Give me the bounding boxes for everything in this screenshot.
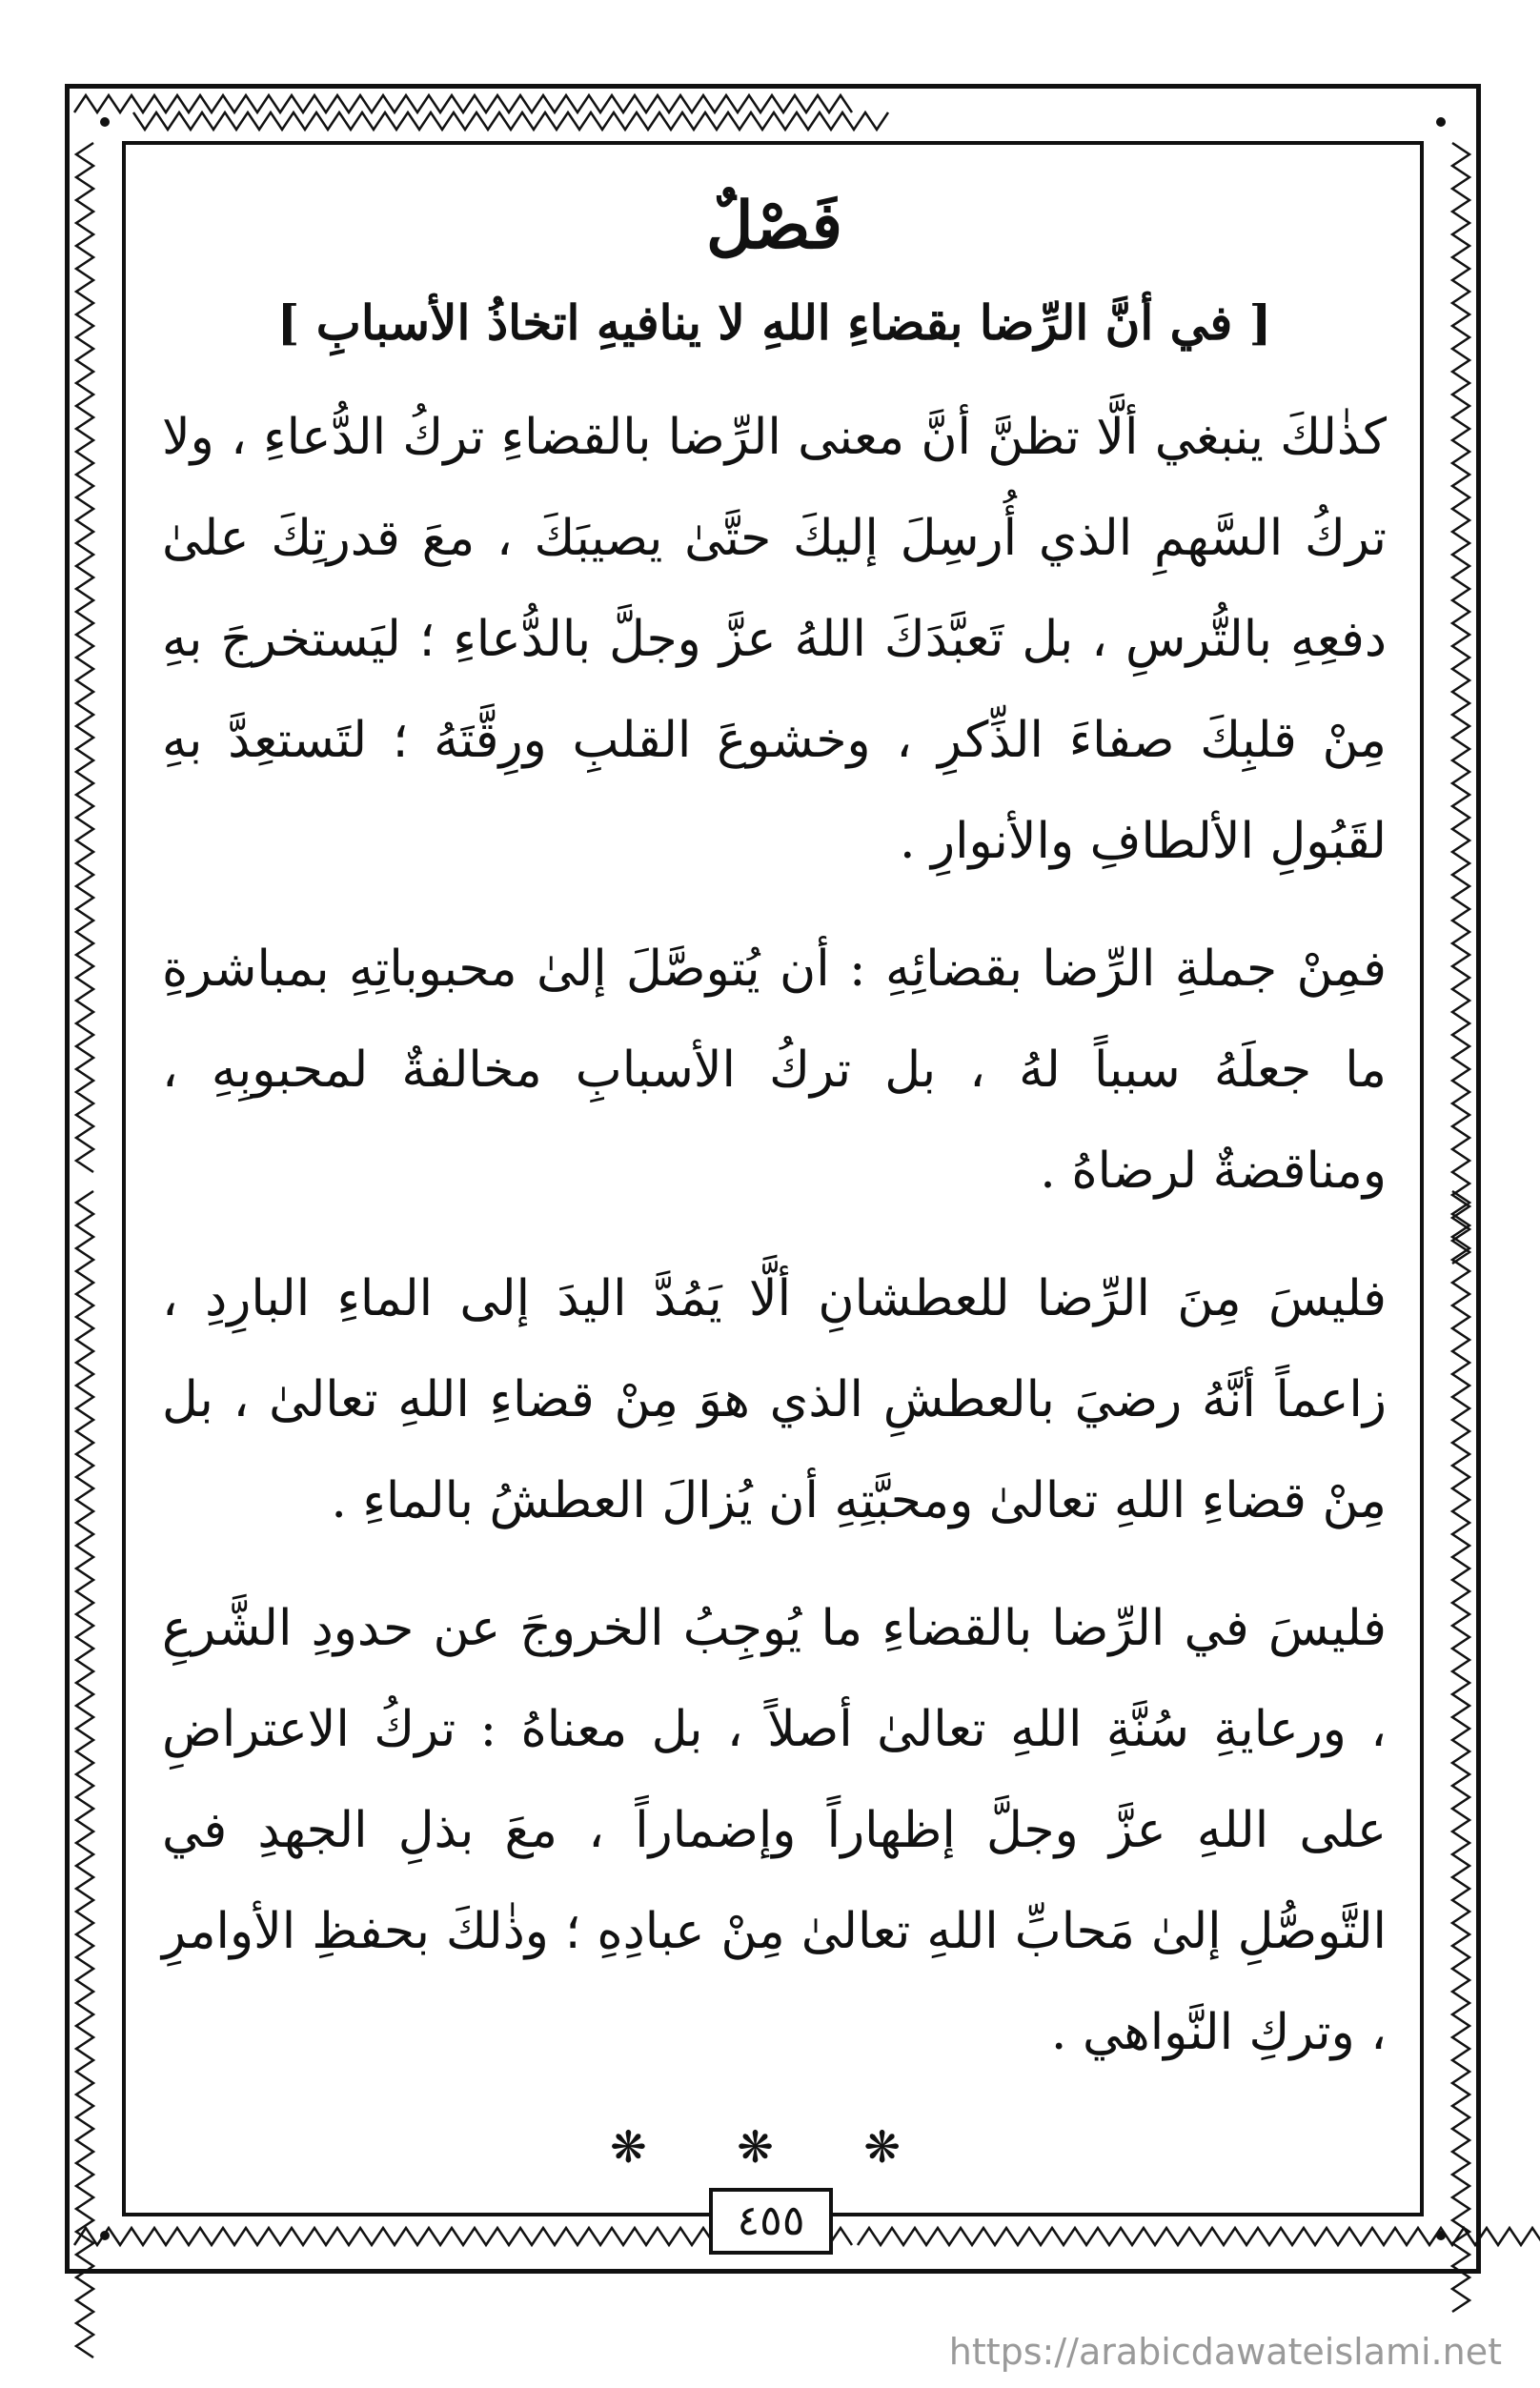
section-heading: فَصْلٌ: [706, 188, 842, 264]
section-subheading: [ في أنَّ الرِّضا بقضاءِ اللهِ لا ينافيهِ اتخاذُ الأسبابِ ]: [276, 293, 1272, 351]
paragraph: كذٰلكَ ينبغي ألَّا تظنَّ أنَّ معنى الرِّضا بالقضاءِ تركُ الدُّعاءِ ، ولا تركُ السَّهمِ الذي أُرسِلَ إليكَ حتَّىٰ يصيبَكَ ، معَ قدرتِكَ علىٰ دفعِهِ بالتُّرسِ ، بل تَعبَّدَكَ اللهُ عزَّ وجلَّ بالدُّعاءِ ؛ ليَستخرجَ بهِ مِنْ قلبِكَ صفاءَ الذِّكرِ ، وخشوعَ القلبِ ورِقَّتَهُ ؛ لتَستعِدَّ بهِ لقَبُولِ الألطافِ والأنوارِ .: [162, 408, 1387, 870]
paragraph: فليسَ مِنَ الرِّضا للعطشانِ ألَّا يَمُدَّ اليدَ إلى الماءِ البارِدِ ، زاعماً أنَّهُ رضيَ بالعطشِ الذي هوَ مِنْ قضاءِ اللهِ تعالىٰ ، بل مِنْ قضاءِ اللهِ تعالىٰ ومحبَّتِهِ أن يُزالَ العطشُ بالماءِ .: [162, 1269, 1387, 1529]
paragraph: فمِنْ جملةِ الرِّضا بقضائِهِ : أن يُتوصَّلَ إلىٰ محبوباتِهِ بمباشرةِ ما جعلَهُ سبباً لهُ ، بل تركُ الأسبابِ مخالفةٌ لمحبوبِهِ ، ومناقضةٌ لرضاهُ .: [162, 940, 1387, 1200]
page-number: ٤٥٥: [709, 2188, 833, 2255]
section-separator: ❋ ❋ ❋: [610, 2120, 939, 2173]
page-content: [162, 188, 1387, 2173]
watermark-url: https://arabicdawateislami.net: [948, 2331, 1502, 2373]
paragraph: فليسَ في الرِّضا بالقضاءِ ما يُوجِبُ الخروجَ عن حدودِ الشَّرعِ ، ورعايةِ سُنَّةِ اللهِ تعالىٰ أصلاً ، بل معناهُ : تركُ الاعتراضِ على اللهِ عزَّ وجلَّ إظهاراً وإضماراً ، معَ بذلِ الجهدِ في التَّوصُّلِ إلىٰ مَحابِّ اللهِ تعالىٰ مِنْ عبادِهِ ؛ وذٰلكَ بحفظِ الأوامرِ ، وتركِ النَّواهي .: [162, 1599, 1387, 2061]
